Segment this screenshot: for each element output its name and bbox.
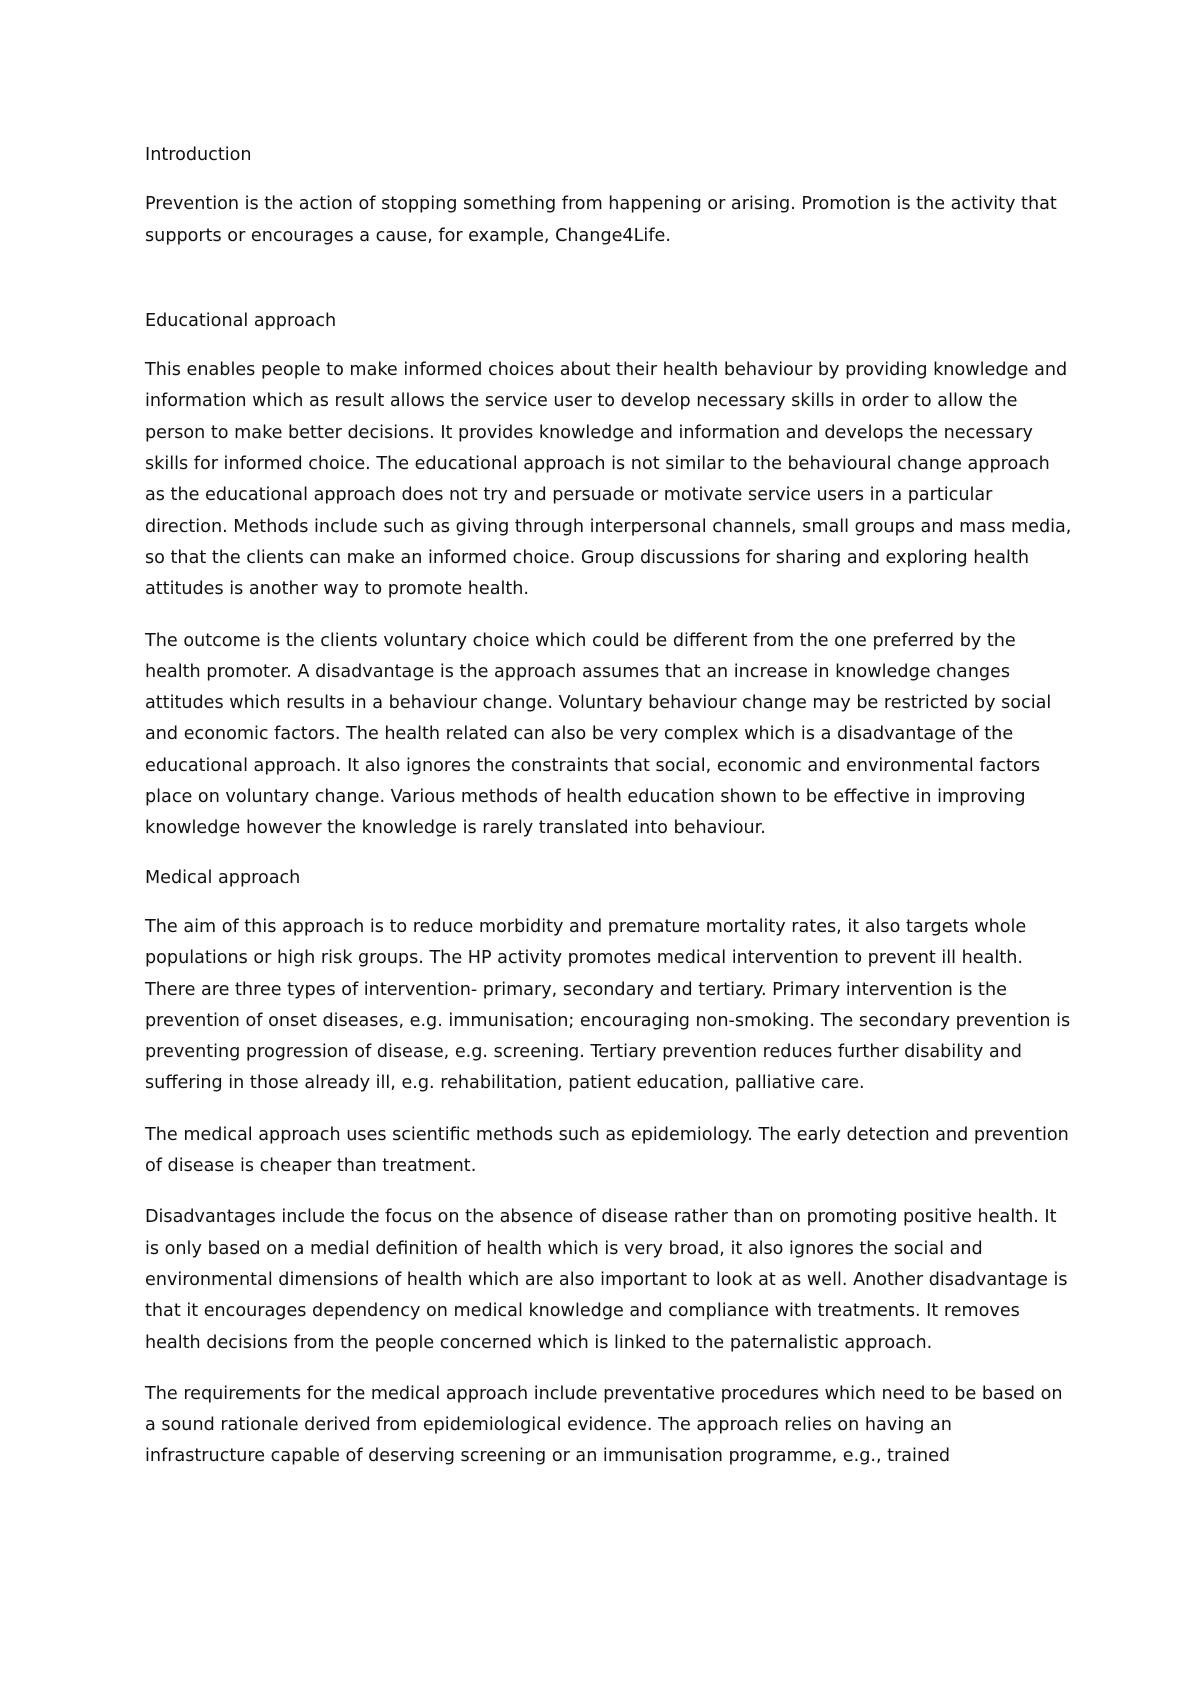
section-heading: Medical approach — [145, 867, 301, 888]
paragraph: The requirements for the medical approach include preventative procedures which need to be based on a sound rationale derived from epidemiological evidence. The approach relies on having an infrastructure capable of deserving screening or an immunisation programme, e.g., trained — [145, 1383, 1063, 1467]
paragraph: The medical approach uses scientific methods such as epidemiology. The early detection and prevention of disease is cheaper than treatment. — [145, 1124, 1069, 1177]
section-heading: Educational approach — [145, 310, 337, 331]
paragraph: Disadvantages include the focus on the absence of disease rather than on promoting positive health. It is only based on a medial definition of health which is very broad, it also ignores the social and environmental dimensions of health which are also important to look at as well. Another disadvantage is that it encourages dependency on medical knowledge and compliance with treatments. It removes health decisions from the people concerned which is linked to the paternalistic approach. — [145, 1207, 1068, 1353]
section-heading: Introduction — [145, 145, 252, 165]
paragraph: The outcome is the clients voluntary choice which could be different from the one preferred by the health promoter. A disadvantage is the approach assumes that an increase in knowledge changes attitudes which results in a behaviour change. Voluntary behaviour change may be restricted by social and economic factors. The health related can also be very complex which is a disadvantage of the educational approach. It also ignores the constraints that social, economic and environmental factors place on voluntary change. Various methods of health education shown to be effective in improving knowledge however the knowledge is rarely translated into behaviour. — [145, 630, 1052, 839]
paragraph: This enables people to make informed choices about their health behaviour by providing knowledge and information which as result allows the service user to develop necessary skills in order to allow the person to make better decisions. It provides knowledge and information and develops the necessary skills for informed choice. The educational approach is not similar to the behavioural change approach as the educational approach does not try and persuade or motivate service users in a particular direction. Methods include such as giving through interpersonal channels, small groups and mass media, so that the clients can make an informed choice. Group discussions for sharing and exploring health attitudes is another way to promote health. — [145, 360, 1072, 600]
document-page — [145, 140, 1075, 1493]
section-educational-approach — [145, 306, 1075, 845]
paragraph: Prevention is the action of stopping something from happening or arising. Promotion is the activity that supports or encourages a cause, for example, Change4Life. — [145, 194, 1057, 246]
section-introduction — [145, 140, 1075, 252]
section-medical-approach — [145, 863, 1075, 1473]
paragraph: The aim of this approach is to reduce morbidity and premature mortality rates, it also targets whole populations or high risk groups. The HP activity promotes medical intervention to prevent ill health. There are three types of intervention- primary, secondary and tertiary. Primary intervention is the prevention of onset diseases, e.g. immunisation; encouraging non-smoking. The secondary prevention is preventing progression of disease, e.g. screening. Tertiary prevention reduces further disability and suffering in those already ill, e.g. rehabilitation, patient education, palliative care. — [145, 916, 1071, 1094]
